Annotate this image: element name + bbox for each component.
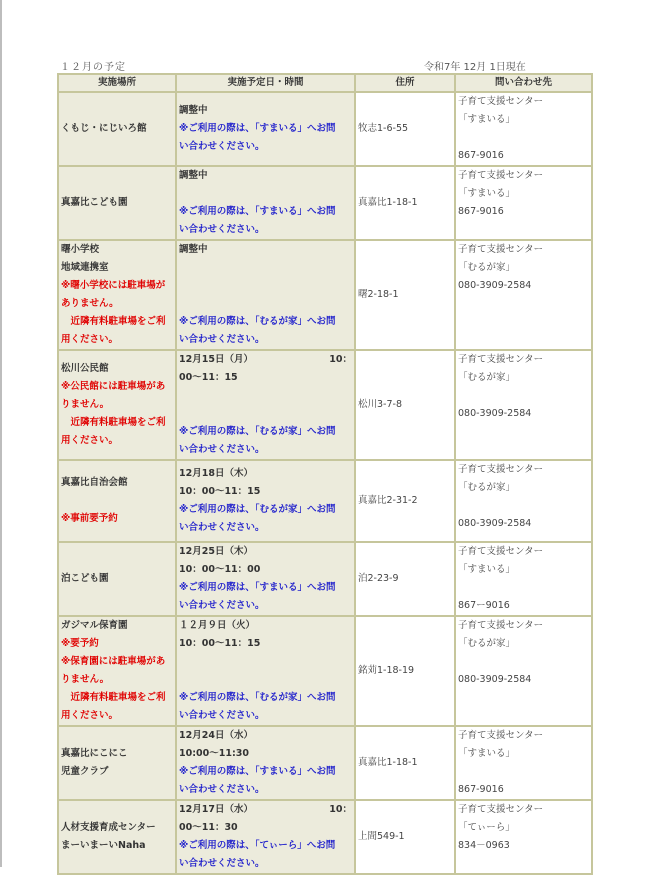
contact-line: 「むるが家」 — [458, 638, 516, 649]
place-cell — [57, 617, 177, 727]
schedule-table — [57, 73, 593, 875]
place-cell — [57, 351, 177, 461]
contact-line: 「すまいる」 — [458, 748, 516, 759]
schedule-line — [179, 387, 352, 405]
schedule-line: い合わせください。 — [179, 224, 265, 235]
contact-line: 子育て支援センター — [458, 96, 544, 107]
table-row — [57, 461, 593, 543]
schedule-line: ※ご利用の際は、「すまいる」へお問 — [179, 206, 336, 217]
address-cell: 松川3-7-8 — [356, 351, 456, 461]
place-cell — [57, 801, 177, 875]
schedule-line: 10：00～11：15 — [179, 638, 261, 649]
contact-line: 子育て支援センター — [458, 804, 544, 815]
schedule-cell — [177, 801, 356, 875]
contact-line: 子育て支援センター — [458, 730, 544, 741]
schedule-cell — [177, 93, 356, 167]
schedule-line: い合わせください。 — [179, 784, 265, 795]
place-line: 用ください。 — [61, 435, 119, 446]
contact-line: 子育て支援センター — [458, 464, 544, 475]
schedule-date: 12月15日（月） — [179, 354, 253, 365]
header-place: 実施場所 — [57, 73, 177, 93]
schedule-line — [179, 185, 352, 203]
contact-line — [458, 579, 589, 597]
place-line: 児童クラブ — [61, 766, 109, 777]
place-line: ※公民館には駐車場があ — [61, 381, 166, 392]
schedule-line: い合わせください。 — [179, 858, 265, 869]
table-row — [57, 241, 593, 351]
schedule-cell — [177, 727, 356, 801]
place-line: ※事前要予約 — [61, 513, 118, 524]
schedule-line: ※ご利用の際は、「むるが家」へお問 — [179, 426, 336, 437]
contact-line — [458, 653, 589, 671]
contact-line: 「むるが家」 — [458, 482, 516, 493]
contact-line — [458, 497, 589, 515]
table-row — [57, 543, 593, 617]
schedule-line: 12月18日（木） — [179, 468, 253, 479]
address-cell: 真嘉比1-18-1 — [356, 167, 456, 241]
contact-line: 080-3909-2584 — [458, 674, 532, 685]
place-line: 人材支援育成センター — [61, 822, 156, 833]
contact-line: 867-9016 — [458, 784, 504, 795]
header-contact: 問い合わせ先 — [456, 73, 593, 93]
schedule-date: 12月17日（水） — [179, 804, 253, 815]
contact-line: 子育て支援センター — [458, 170, 544, 181]
schedule-line — [179, 671, 352, 689]
schedule-line: 10:00～11:30 — [179, 748, 249, 759]
contact-cell — [456, 351, 593, 461]
schedule-line: 調整中 — [179, 170, 208, 181]
place-line: 松川公民館 — [61, 363, 109, 374]
schedule-line — [179, 259, 352, 277]
place-line: 泊こども園 — [61, 573, 109, 584]
table-row — [57, 617, 593, 727]
place-line: 真嘉比こども園 — [61, 197, 128, 208]
contact-line: 「すまいる」 — [458, 188, 516, 199]
schedule-line: ※ご利用の際は、「すまいる」へお問 — [179, 582, 336, 593]
contact-cell — [456, 727, 593, 801]
schedule-line: １２月９日（火） — [179, 620, 256, 631]
schedule-line: ※ご利用の際は、「むるが家」へお問 — [179, 692, 336, 703]
contact-line — [458, 129, 589, 147]
place-line: りません。 — [61, 674, 110, 685]
place-line: 近隣有料駐車場をご利 — [61, 316, 166, 327]
contact-cell — [456, 543, 593, 617]
address-cell: 牧志1-6-55 — [356, 93, 456, 167]
month-caption: １２月の予定 — [60, 62, 126, 73]
address-cell: 曙2-18-1 — [356, 241, 456, 351]
place-line: りません。 — [61, 399, 110, 410]
address-cell: 真嘉比1-18-1 — [356, 727, 456, 801]
contact-line — [458, 387, 589, 405]
contact-line: 080-3909-2584 — [458, 280, 532, 291]
schedule-line: い合わせください。 — [179, 334, 265, 345]
header-schedule: 実施予定日・時間 — [177, 73, 356, 93]
contact-cell — [456, 93, 593, 167]
contact-cell — [456, 801, 593, 875]
place-line: 真嘉比にこにこ — [61, 748, 128, 759]
schedule-line — [179, 277, 352, 295]
place-line: ありません。 — [61, 298, 119, 309]
schedule-line — [179, 295, 352, 313]
address-cell: 銘苅1-18-19 — [356, 617, 456, 727]
contact-line: 080-3909-2584 — [458, 518, 532, 529]
address-cell: 真嘉比2-31-2 — [356, 461, 456, 543]
contact-cell — [456, 461, 593, 543]
contact-line: 「すまいる」 — [458, 564, 516, 575]
schedule-line: い合わせください。 — [179, 710, 265, 721]
place-line: 地域連携室 — [61, 262, 109, 273]
contact-line: 834－0963 — [458, 840, 510, 851]
place-cell — [57, 727, 177, 801]
address-cell: 上間549-1 — [356, 801, 456, 875]
place-cell — [57, 93, 177, 167]
place-line: くもじ・にじいろ館 — [61, 123, 147, 134]
page-edge — [0, 0, 2, 867]
table-row — [57, 167, 593, 241]
place-line: 近隣有料駐車場をご利 — [61, 692, 166, 703]
contact-line: 「てぃーら」 — [458, 822, 515, 833]
contact-line: 「すまいる」 — [458, 114, 516, 125]
table-row — [57, 727, 593, 801]
schedule-line: 12月25日（木） — [179, 546, 253, 557]
place-cell — [57, 461, 177, 543]
schedule-line: 10：00～11：15 — [179, 486, 261, 497]
schedule-line: ※ご利用の際は、「すまいる」へお問 — [179, 123, 336, 134]
place-line: 用ください。 — [61, 334, 119, 345]
schedule-time-start: 10： — [329, 354, 352, 365]
schedule-line: ※ご利用の際は、「むるが家」へお問 — [179, 504, 336, 515]
table-row — [57, 351, 593, 461]
contact-line — [458, 763, 589, 781]
schedule-line: 00～11：15 — [179, 372, 238, 383]
schedule-line: 12月24日（水） — [179, 730, 253, 741]
place-cell — [57, 543, 177, 617]
place-line: ※曙小学校には駐車場が — [61, 280, 166, 291]
as-of-date: 令和7年 12月 1日現在 — [424, 62, 526, 73]
place-line: 真嘉比自治会館 — [61, 477, 128, 488]
schedule-cell — [177, 167, 356, 241]
schedule-cell — [177, 241, 356, 351]
schedule-line: い合わせください。 — [179, 141, 265, 152]
contact-cell — [456, 167, 593, 241]
place-cell — [57, 167, 177, 241]
place-line: ガジマル保育園 — [61, 620, 128, 631]
schedule-time-start: 10： — [329, 804, 352, 815]
contact-line: 867-9016 — [458, 150, 504, 161]
header-address: 住所 — [356, 73, 456, 93]
contact-cell — [456, 617, 593, 727]
schedule-line: ※ご利用の際は、「むるが家」へお問 — [179, 316, 336, 327]
schedule-line: 10：00～11：00 — [179, 564, 261, 575]
schedule-line: い合わせください。 — [179, 522, 265, 533]
schedule-line — [179, 405, 352, 423]
schedule-cell — [177, 543, 356, 617]
schedule-line: ※ご利用の際は、「てぃーら」へお問 — [179, 840, 336, 851]
contact-cell — [456, 241, 593, 351]
contact-line: 867-9016 — [458, 206, 504, 217]
place-line: ※保育園には駐車場があ — [61, 656, 166, 667]
contact-line: 「むるが家」 — [458, 262, 516, 273]
schedule-cell — [177, 461, 356, 543]
schedule-line — [179, 351, 352, 369]
schedule-line: い合わせください。 — [179, 444, 265, 455]
schedule-cell — [177, 617, 356, 727]
contact-line: 子育て支援センター — [458, 620, 544, 631]
contact-line: 867ー9016 — [458, 600, 510, 611]
place-line: まーいまーいNaha — [61, 840, 146, 851]
schedule-line: 調整中 — [179, 105, 208, 116]
place-line: 曙小学校 — [61, 244, 100, 255]
table-row — [57, 93, 593, 167]
schedule-line — [179, 653, 352, 671]
place-line: ※要予約 — [61, 638, 99, 649]
contact-line: 「むるが家」 — [458, 372, 516, 383]
address-cell: 泊2-23-9 — [356, 543, 456, 617]
place-line: 用ください。 — [61, 710, 119, 721]
schedule-line: 00～11：30 — [179, 822, 238, 833]
contact-line: 子育て支援センター — [458, 244, 544, 255]
contact-line: 子育て支援センター — [458, 354, 544, 365]
place-line: 近隣有料駐車場をご利 — [61, 417, 166, 428]
schedule-line: 調整中 — [179, 244, 208, 255]
schedule-line: い合わせください。 — [179, 600, 265, 611]
contact-line: 080-3909-2584 — [458, 408, 532, 419]
schedule-line: ※ご利用の際は、「すまいる」へお問 — [179, 766, 336, 777]
schedule-cell — [177, 351, 356, 461]
place-line — [61, 492, 173, 510]
table-row — [57, 801, 593, 875]
table-header-row — [57, 73, 593, 93]
place-cell — [57, 241, 177, 351]
schedule-line — [179, 801, 352, 819]
contact-line: 子育て支援センター — [458, 546, 544, 557]
